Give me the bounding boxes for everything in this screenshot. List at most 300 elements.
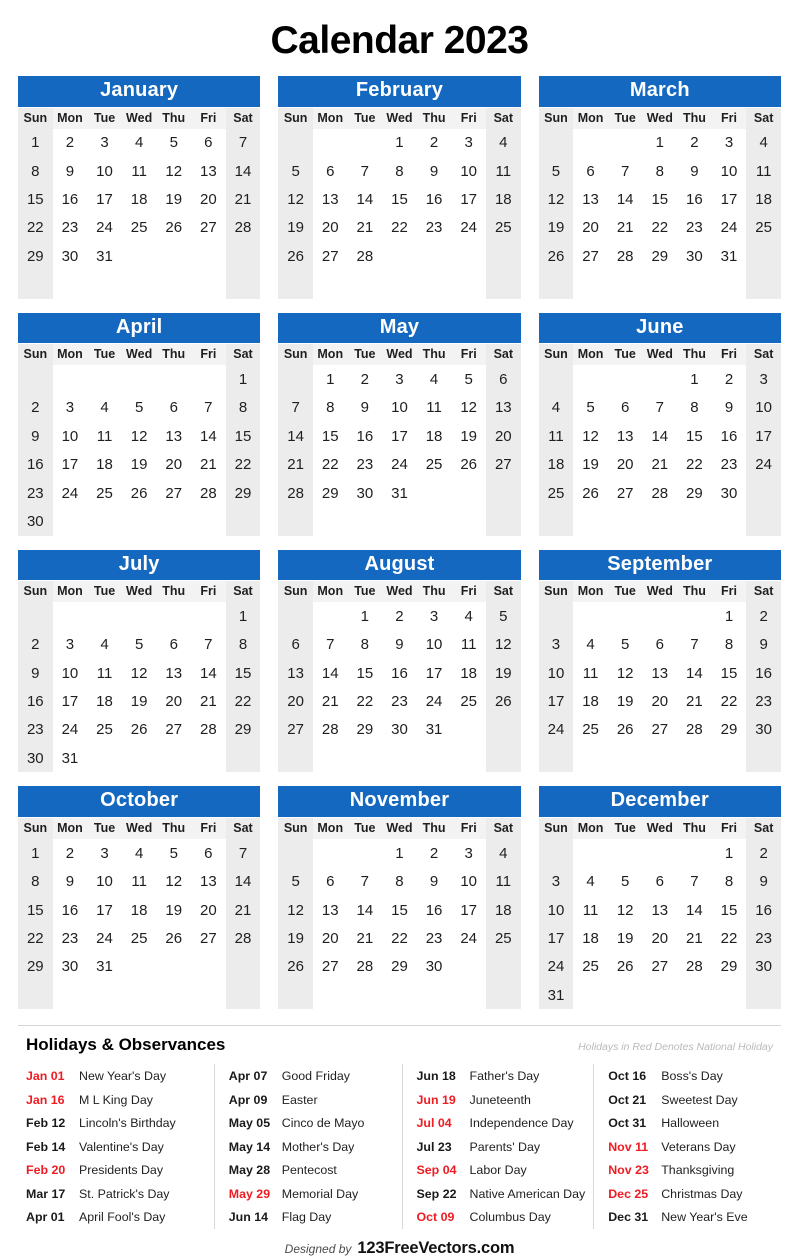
day-cell[interactable]: 7	[690, 873, 699, 891]
day-cell[interactable]: 30	[686, 247, 703, 265]
day-cell[interactable]: 28	[686, 721, 703, 739]
day-cell[interactable]: 25	[486, 214, 521, 242]
day-cell[interactable]: 28	[651, 484, 669, 502]
day-cell[interactable]: 4	[100, 399, 109, 417]
day-cell[interactable]: 17	[61, 456, 79, 474]
day-cell[interactable]: 26	[165, 929, 183, 947]
day-cell[interactable]: 2	[429, 134, 439, 152]
day-cell[interactable]: 27	[165, 484, 183, 502]
day-cell[interactable]: 27	[165, 721, 183, 739]
day-cell[interactable]: 25	[746, 214, 781, 242]
day-cell[interactable]: 3	[464, 844, 473, 862]
day-cell[interactable]: 6	[326, 162, 335, 180]
day-cell[interactable]: 28	[356, 958, 374, 976]
day-cell[interactable]: 14	[686, 664, 703, 682]
day-cell[interactable]: 26	[539, 242, 574, 270]
day-cell[interactable]: 1	[690, 371, 699, 389]
day-cell[interactable]: 20	[200, 901, 217, 919]
day-cell[interactable]: 6	[169, 399, 178, 417]
day-cell[interactable]: 16	[18, 451, 53, 479]
day-cell[interactable]: 25	[486, 924, 521, 952]
day-cell[interactable]: 18	[746, 185, 781, 213]
day-cell[interactable]: 18	[539, 451, 574, 479]
day-cell[interactable]: 11	[426, 399, 442, 417]
day-cell[interactable]: 15	[226, 422, 261, 450]
day-cell[interactable]: 11	[582, 901, 599, 919]
day-cell[interactable]: 19	[616, 929, 634, 947]
day-cell[interactable]: 27	[200, 219, 217, 237]
day-cell[interactable]: 20	[651, 929, 669, 947]
day-cell[interactable]: 18	[130, 901, 148, 919]
day-cell[interactable]: 25	[425, 456, 443, 474]
day-cell[interactable]: 5	[539, 157, 574, 185]
day-cell[interactable]: 2	[395, 607, 404, 625]
day-cell[interactable]: 6	[169, 636, 178, 654]
day-cell[interactable]: 4	[100, 636, 109, 654]
day-cell[interactable]: 17	[61, 693, 79, 711]
day-cell[interactable]: 5	[586, 399, 595, 417]
day-cell[interactable]: 3	[65, 636, 75, 654]
day-cell[interactable]: 4	[134, 844, 144, 862]
day-cell[interactable]: 14	[200, 664, 217, 682]
day-cell[interactable]: 5	[134, 399, 144, 417]
day-cell[interactable]: 16	[425, 901, 443, 919]
day-cell[interactable]: 13	[321, 901, 339, 919]
day-cell[interactable]: 12	[616, 664, 634, 682]
day-cell[interactable]: 10	[96, 162, 113, 180]
day-cell[interactable]: 10	[460, 873, 478, 891]
day-cell[interactable]: 30	[746, 953, 781, 981]
day-cell[interactable]: 16	[686, 190, 703, 208]
day-cell[interactable]: 24	[460, 929, 478, 947]
day-cell[interactable]: 28	[200, 484, 217, 502]
day-cell[interactable]: 4	[586, 873, 595, 891]
day-cell[interactable]: 4	[586, 636, 595, 654]
day-cell[interactable]: 11	[131, 162, 147, 180]
day-cell[interactable]: 26	[278, 953, 313, 981]
day-cell[interactable]: 27	[200, 929, 217, 947]
day-cell[interactable]: 23	[61, 929, 79, 947]
day-cell[interactable]: 20	[200, 190, 217, 208]
day-cell[interactable]: 11	[96, 427, 113, 445]
day-cell[interactable]: 21	[686, 929, 703, 947]
day-cell[interactable]: 10	[425, 636, 443, 654]
day-cell[interactable]: 9	[360, 399, 370, 417]
day-cell[interactable]: 2	[746, 602, 781, 630]
day-cell[interactable]: 31	[61, 749, 79, 767]
day-cell[interactable]: 3	[100, 844, 109, 862]
day-cell[interactable]: 26	[460, 456, 478, 474]
day-cell[interactable]: 12	[460, 399, 478, 417]
day-cell[interactable]: 12	[278, 185, 313, 213]
day-cell[interactable]: 16	[746, 896, 781, 924]
day-cell[interactable]: 4	[429, 371, 439, 389]
day-cell[interactable]: 1	[18, 839, 53, 867]
day-cell[interactable]: 12	[486, 631, 521, 659]
day-cell[interactable]: 11	[746, 157, 781, 185]
day-cell[interactable]: 19	[278, 924, 313, 952]
day-cell[interactable]: 15	[720, 901, 738, 919]
day-cell[interactable]: 15	[720, 664, 738, 682]
day-cell[interactable]: 31	[96, 958, 113, 976]
day-cell[interactable]: 23	[425, 219, 443, 237]
day-cell[interactable]: 17	[720, 190, 738, 208]
day-cell[interactable]: 1	[226, 365, 261, 393]
day-cell[interactable]: 10	[539, 659, 574, 687]
day-cell[interactable]: 17	[460, 190, 478, 208]
day-cell[interactable]: 3	[724, 134, 734, 152]
day-cell[interactable]: 20	[651, 693, 669, 711]
day-cell[interactable]: 6	[204, 844, 213, 862]
day-cell[interactable]: 23	[356, 456, 374, 474]
day-cell[interactable]: 14	[321, 664, 339, 682]
day-cell[interactable]: 25	[96, 721, 113, 739]
day-cell[interactable]: 9	[429, 873, 439, 891]
day-cell[interactable]: 19	[130, 456, 148, 474]
day-cell[interactable]: 9	[690, 162, 699, 180]
day-cell[interactable]: 1	[724, 607, 734, 625]
day-cell[interactable]: 13	[165, 427, 183, 445]
day-cell[interactable]: 26	[486, 687, 521, 715]
day-cell[interactable]: 2	[18, 394, 53, 422]
day-cell[interactable]: 8	[226, 394, 261, 422]
day-cell[interactable]: 30	[61, 247, 79, 265]
day-cell[interactable]: 31	[391, 484, 408, 502]
day-cell[interactable]: 29	[18, 242, 53, 270]
day-cell[interactable]: 26	[582, 484, 599, 502]
day-cell[interactable]: 23	[686, 219, 703, 237]
day-cell[interactable]: 20	[278, 687, 313, 715]
day-cell[interactable]: 9	[18, 659, 53, 687]
day-cell[interactable]: 13	[616, 427, 634, 445]
day-cell[interactable]: 14	[356, 901, 374, 919]
day-cell[interactable]: 27	[486, 451, 521, 479]
day-cell[interactable]: 15	[686, 427, 703, 445]
day-cell[interactable]: 21	[356, 929, 374, 947]
day-cell[interactable]: 4	[464, 607, 473, 625]
day-cell[interactable]: 13	[278, 659, 313, 687]
day-cell[interactable]: 9	[65, 873, 75, 891]
day-cell[interactable]: 23	[746, 687, 781, 715]
day-cell[interactable]: 13	[165, 664, 183, 682]
day-cell[interactable]: 24	[539, 716, 574, 744]
day-cell[interactable]: 7	[226, 839, 261, 867]
day-cell[interactable]: 28	[200, 721, 217, 739]
day-cell[interactable]: 16	[746, 659, 781, 687]
day-cell[interactable]: 28	[356, 247, 374, 265]
day-cell[interactable]: 17	[391, 427, 408, 445]
day-cell[interactable]: 6	[486, 365, 521, 393]
day-cell[interactable]: 22	[18, 214, 53, 242]
day-cell[interactable]: 22	[720, 929, 738, 947]
day-cell[interactable]: 7	[204, 636, 213, 654]
day-cell[interactable]: 2	[65, 134, 75, 152]
day-cell[interactable]: 22	[720, 693, 738, 711]
day-cell[interactable]: 13	[582, 190, 599, 208]
day-cell[interactable]: 12	[130, 427, 148, 445]
day-cell[interactable]: 20	[321, 219, 339, 237]
day-cell[interactable]: 24	[391, 456, 408, 474]
day-cell[interactable]: 14	[356, 190, 374, 208]
day-cell[interactable]: 17	[746, 422, 781, 450]
day-cell[interactable]: 12	[582, 427, 599, 445]
day-cell[interactable]: 20	[616, 456, 634, 474]
day-cell[interactable]: 2	[429, 844, 439, 862]
day-cell[interactable]: 21	[651, 456, 669, 474]
day-cell[interactable]: 16	[61, 901, 79, 919]
day-cell[interactable]: 21	[278, 451, 313, 479]
day-cell[interactable]: 20	[321, 929, 339, 947]
day-cell[interactable]: 7	[226, 129, 261, 157]
day-cell[interactable]: 7	[278, 394, 313, 422]
day-cell[interactable]: 11	[582, 664, 599, 682]
day-cell[interactable]: 2	[746, 839, 781, 867]
day-cell[interactable]: 19	[165, 901, 183, 919]
day-cell[interactable]: 19	[278, 214, 313, 242]
day-cell[interactable]: 30	[356, 484, 374, 502]
day-cell[interactable]: 28	[226, 924, 261, 952]
day-cell[interactable]: 26	[165, 219, 183, 237]
day-cell[interactable]: 21	[200, 693, 217, 711]
day-cell[interactable]: 9	[18, 422, 53, 450]
day-cell[interactable]: 17	[96, 901, 113, 919]
day-cell[interactable]: 6	[586, 162, 595, 180]
day-cell[interactable]: 26	[616, 958, 634, 976]
day-cell[interactable]: 2	[690, 134, 699, 152]
day-cell[interactable]: 3	[746, 365, 781, 393]
day-cell[interactable]: 30	[720, 484, 738, 502]
day-cell[interactable]: 23	[61, 219, 79, 237]
day-cell[interactable]: 18	[582, 929, 599, 947]
day-cell[interactable]: 18	[96, 693, 113, 711]
day-cell[interactable]: 14	[278, 422, 313, 450]
day-cell[interactable]: 13	[486, 394, 521, 422]
day-cell[interactable]: 29	[226, 479, 261, 507]
day-cell[interactable]: 9	[429, 162, 439, 180]
day-cell[interactable]: 3	[395, 371, 404, 389]
day-cell[interactable]: 26	[130, 484, 148, 502]
day-cell[interactable]: 1	[18, 129, 53, 157]
day-cell[interactable]: 30	[391, 721, 408, 739]
day-cell[interactable]: 29	[720, 721, 738, 739]
day-cell[interactable]: 18	[96, 456, 113, 474]
day-cell[interactable]: 10	[746, 394, 781, 422]
day-cell[interactable]: 23	[18, 716, 53, 744]
day-cell[interactable]: 5	[464, 371, 473, 389]
day-cell[interactable]: 11	[539, 422, 574, 450]
day-cell[interactable]: 7	[621, 162, 630, 180]
day-cell[interactable]: 22	[321, 456, 339, 474]
day-cell[interactable]: 27	[321, 247, 339, 265]
day-cell[interactable]: 29	[321, 484, 339, 502]
day-cell[interactable]: 8	[724, 636, 734, 654]
day-cell[interactable]: 30	[746, 716, 781, 744]
day-cell[interactable]: 17	[96, 190, 113, 208]
day-cell[interactable]: 28	[616, 247, 634, 265]
day-cell[interactable]: 18	[460, 664, 478, 682]
day-cell[interactable]: 24	[746, 451, 781, 479]
day-cell[interactable]: 4	[486, 839, 521, 867]
day-cell[interactable]: 21	[226, 185, 261, 213]
day-cell[interactable]: 1	[326, 371, 335, 389]
day-cell[interactable]: 22	[226, 687, 261, 715]
day-cell[interactable]: 8	[655, 162, 664, 180]
day-cell[interactable]: 4	[746, 129, 781, 157]
day-cell[interactable]: 8	[395, 873, 404, 891]
day-cell[interactable]: 14	[686, 901, 703, 919]
day-cell[interactable]: 10	[460, 162, 478, 180]
day-cell[interactable]: 23	[18, 479, 53, 507]
day-cell[interactable]: 26	[130, 721, 148, 739]
day-cell[interactable]: 29	[226, 716, 261, 744]
day-cell[interactable]: 16	[61, 190, 79, 208]
day-cell[interactable]: 15	[391, 190, 408, 208]
day-cell[interactable]: 25	[130, 929, 148, 947]
day-cell[interactable]: 6	[204, 134, 213, 152]
day-cell[interactable]: 19	[486, 659, 521, 687]
day-cell[interactable]: 23	[746, 924, 781, 952]
day-cell[interactable]: 11	[96, 664, 113, 682]
day-cell[interactable]: 15	[391, 901, 408, 919]
day-cell[interactable]: 27	[582, 247, 599, 265]
day-cell[interactable]: 31	[720, 247, 738, 265]
day-cell[interactable]: 8	[690, 399, 699, 417]
day-cell[interactable]: 29	[720, 958, 738, 976]
day-cell[interactable]: 17	[460, 901, 478, 919]
day-cell[interactable]: 12	[165, 162, 183, 180]
day-cell[interactable]: 15	[651, 190, 669, 208]
day-cell[interactable]: 6	[326, 873, 335, 891]
day-cell[interactable]: 21	[686, 693, 703, 711]
day-cell[interactable]: 22	[18, 924, 53, 952]
day-cell[interactable]: 6	[621, 399, 630, 417]
day-cell[interactable]: 19	[165, 190, 183, 208]
day-cell[interactable]: 9	[724, 399, 734, 417]
day-cell[interactable]: 31	[539, 981, 574, 1009]
day-cell[interactable]: 10	[391, 399, 408, 417]
day-cell[interactable]: 1	[395, 134, 404, 152]
day-cell[interactable]: 13	[200, 162, 217, 180]
day-cell[interactable]: 3	[100, 134, 109, 152]
day-cell[interactable]: 27	[321, 958, 339, 976]
day-cell[interactable]: 27	[278, 716, 313, 744]
day-cell[interactable]: 24	[460, 219, 478, 237]
day-cell[interactable]: 21	[321, 693, 339, 711]
day-cell[interactable]: 30	[18, 744, 53, 772]
day-cell[interactable]: 22	[651, 219, 669, 237]
day-cell[interactable]: 3	[429, 607, 439, 625]
day-cell[interactable]: 21	[616, 219, 634, 237]
day-cell[interactable]: 31	[425, 721, 443, 739]
day-cell[interactable]: 27	[616, 484, 634, 502]
day-cell[interactable]: 5	[169, 844, 178, 862]
day-cell[interactable]: 25	[539, 479, 574, 507]
day-cell[interactable]: 16	[425, 190, 443, 208]
day-cell[interactable]: 6	[278, 631, 313, 659]
day-cell[interactable]: 24	[61, 721, 79, 739]
day-cell[interactable]: 30	[425, 958, 443, 976]
day-cell[interactable]: 8	[326, 399, 335, 417]
day-cell[interactable]: 9	[65, 162, 75, 180]
day-cell[interactable]: 12	[539, 185, 574, 213]
day-cell[interactable]: 8	[360, 636, 370, 654]
day-cell[interactable]: 5	[621, 636, 630, 654]
day-cell[interactable]: 21	[226, 896, 261, 924]
day-cell[interactable]: 5	[486, 602, 521, 630]
day-cell[interactable]: 28	[278, 479, 313, 507]
day-cell[interactable]: 19	[460, 427, 478, 445]
day-cell[interactable]: 10	[96, 873, 113, 891]
day-cell[interactable]: 25	[460, 693, 478, 711]
day-cell[interactable]: 11	[486, 867, 521, 895]
day-cell[interactable]: 20	[486, 422, 521, 450]
day-cell[interactable]: 10	[720, 162, 738, 180]
day-cell[interactable]: 11	[131, 873, 147, 891]
day-cell[interactable]: 14	[200, 427, 217, 445]
day-cell[interactable]: 5	[621, 873, 630, 891]
day-cell[interactable]: 27	[651, 721, 669, 739]
day-cell[interactable]: 9	[746, 631, 781, 659]
day-cell[interactable]: 13	[651, 664, 669, 682]
day-cell[interactable]: 21	[200, 456, 217, 474]
day-cell[interactable]: 16	[18, 687, 53, 715]
day-cell[interactable]: 16	[720, 427, 738, 445]
day-cell[interactable]: 1	[360, 607, 370, 625]
day-cell[interactable]: 22	[226, 451, 261, 479]
day-cell[interactable]: 1	[655, 134, 664, 152]
day-cell[interactable]: 8	[18, 157, 53, 185]
day-cell[interactable]: 4	[539, 394, 574, 422]
day-cell[interactable]: 14	[226, 867, 261, 895]
day-cell[interactable]: 8	[18, 867, 53, 895]
day-cell[interactable]: 13	[321, 190, 339, 208]
day-cell[interactable]: 18	[582, 693, 599, 711]
day-cell[interactable]: 22	[686, 456, 703, 474]
day-cell[interactable]: 24	[96, 219, 113, 237]
day-cell[interactable]: 10	[61, 664, 79, 682]
day-cell[interactable]: 19	[539, 214, 574, 242]
day-cell[interactable]: 19	[130, 693, 148, 711]
day-cell[interactable]: 4	[486, 129, 521, 157]
day-cell[interactable]: 7	[204, 399, 213, 417]
day-cell[interactable]: 6	[655, 636, 664, 654]
day-cell[interactable]: 27	[651, 958, 669, 976]
day-cell[interactable]: 7	[690, 636, 699, 654]
day-cell[interactable]: 22	[391, 219, 408, 237]
day-cell[interactable]: 12	[165, 873, 183, 891]
day-cell[interactable]: 7	[360, 162, 370, 180]
day-cell[interactable]: 11	[486, 157, 521, 185]
day-cell[interactable]: 3	[539, 867, 574, 895]
day-cell[interactable]: 23	[720, 456, 738, 474]
day-cell[interactable]: 24	[425, 693, 443, 711]
day-cell[interactable]: 3	[539, 631, 574, 659]
day-cell[interactable]: 5	[169, 134, 178, 152]
day-cell[interactable]: 6	[655, 873, 664, 891]
day-cell[interactable]: 7	[326, 636, 335, 654]
day-cell[interactable]: 8	[395, 162, 404, 180]
day-cell[interactable]: 23	[425, 929, 443, 947]
day-cell[interactable]: 5	[134, 636, 144, 654]
day-cell[interactable]: 8	[724, 873, 734, 891]
day-cell[interactable]: 25	[96, 484, 113, 502]
day-cell[interactable]: 14	[226, 157, 261, 185]
day-cell[interactable]: 22	[356, 693, 374, 711]
day-cell[interactable]: 5	[278, 157, 313, 185]
day-cell[interactable]: 18	[130, 190, 148, 208]
day-cell[interactable]: 28	[226, 214, 261, 242]
day-cell[interactable]: 18	[425, 427, 443, 445]
